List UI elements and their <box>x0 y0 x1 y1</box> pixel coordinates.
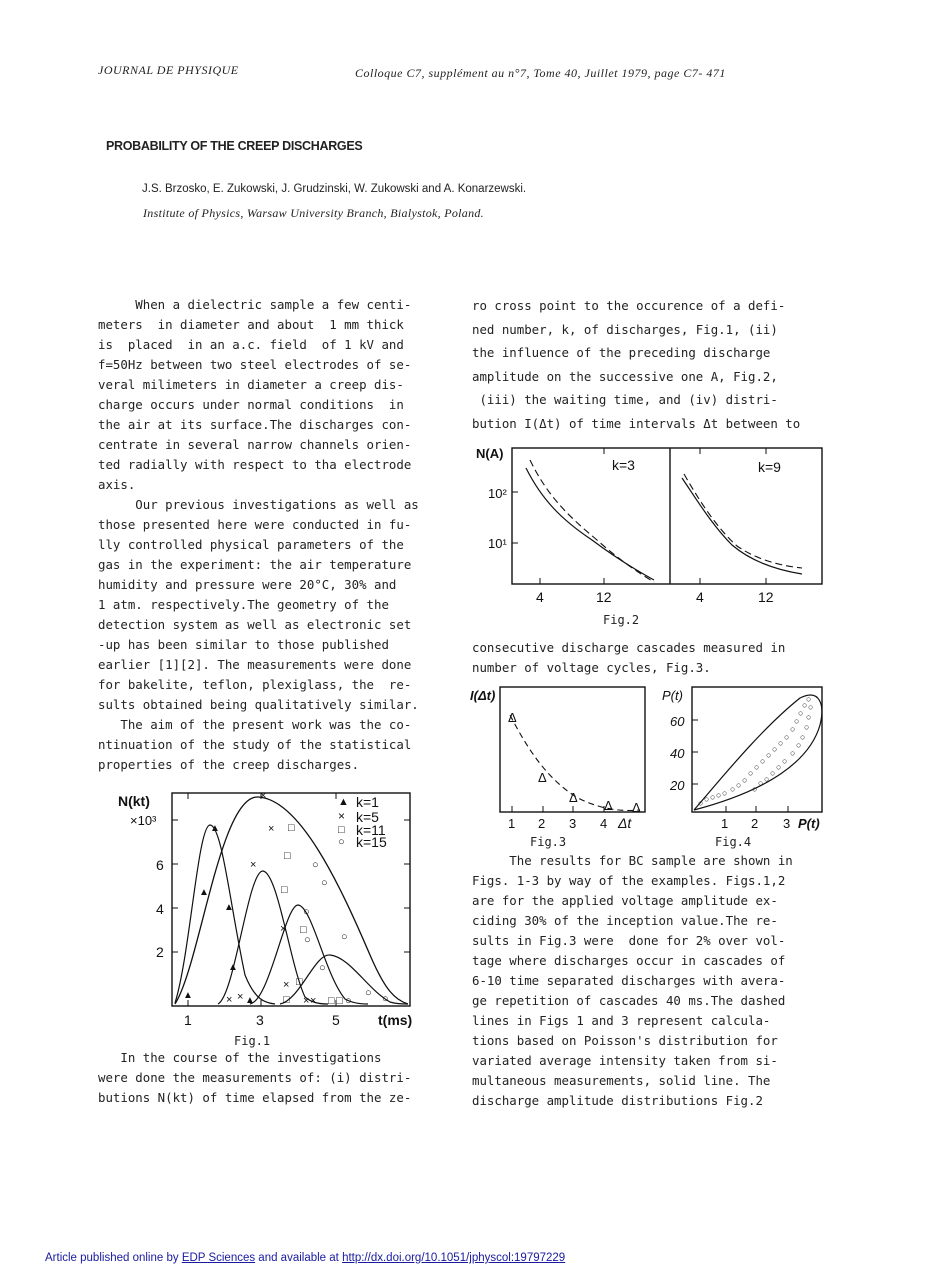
svg-text:□: □ <box>328 995 335 1007</box>
figure-2 <box>472 440 832 612</box>
fig1-curve-k5 <box>218 871 328 1004</box>
text-line: centrate in several narrow channels orien- <box>98 437 412 452</box>
text-line: tions based on Poisson's distribution for <box>472 1033 778 1048</box>
paper-title: PROBABILITY OF THE CREEP DISCHARGES <box>106 139 363 153</box>
fig4-ylabel: P(t) <box>662 688 683 703</box>
text-line: f=50Hz between two steel electrodes of se- <box>98 357 412 372</box>
svg-text:□: □ <box>281 884 288 896</box>
fig2-xtick: 4 <box>696 589 704 605</box>
svg-text:Δ: Δ <box>604 798 613 813</box>
svg-text:Δ: Δ <box>508 710 517 725</box>
svg-text:○: ○ <box>758 778 764 788</box>
left-column-text <box>98 295 419 775</box>
svg-text:k=5: k=5 <box>356 809 379 825</box>
footer-middle: and available at <box>255 1252 343 1264</box>
svg-text:○: ○ <box>321 877 328 889</box>
svg-text:○: ○ <box>802 700 808 710</box>
svg-text:○: ○ <box>784 732 790 742</box>
text-line: tage where discharges occur in cascades of <box>472 953 786 968</box>
fig3-ylabel: I(Δt) <box>470 688 496 703</box>
svg-text:○: ○ <box>338 836 345 848</box>
fig4-ytick: 20 <box>670 778 685 793</box>
figure-1 <box>100 785 420 1050</box>
right-column-mid-text <box>472 638 785 678</box>
text-line: ned number, k, of discharges, Fig.1, (ii) <box>472 321 778 337</box>
svg-text:○: ○ <box>798 708 804 718</box>
text-line: gas in the experiment: the air temperature <box>98 557 412 572</box>
fig2-dashed-k3 <box>530 460 654 582</box>
text-line: multaneous measurements, solid line. The <box>472 1073 771 1088</box>
svg-text:k=11: k=11 <box>356 822 386 838</box>
svg-text:□: □ <box>300 924 307 936</box>
text-line: sults obtained being qualitatively similar. <box>98 697 419 712</box>
fig3-xlabel: Δt <box>618 815 632 831</box>
author-list: J.S. Brzosko, E. Zukowski, J. Grudzinski, W. Zukowski and A. Konarzewski. <box>142 183 527 195</box>
text-line: the air at its surface.The discharges con- <box>98 417 412 432</box>
text-line: (iii) the waiting time, and (iv) distri- <box>472 392 778 407</box>
svg-text:×: × <box>303 995 310 1007</box>
svg-text:×: × <box>283 979 290 991</box>
text-line: Figs. 1-3 by way of the examples. Figs.1,2 <box>472 873 786 888</box>
fig1-curve-k11 <box>250 905 368 1004</box>
text-line: ted radially with respect to tha electrode <box>98 457 412 472</box>
text-line: In the course of the investigations <box>98 1050 382 1065</box>
text-line: ntinuation of the study of the statistical <box>98 737 412 752</box>
svg-text:□: □ <box>288 822 295 834</box>
svg-text:○: ○ <box>710 792 716 802</box>
fig2-caption: Fig.2 <box>603 613 640 627</box>
text-line: 6-10 time separated discharges with avera- <box>472 973 786 988</box>
fig4-markers <box>698 694 813 808</box>
svg-text:□: □ <box>283 994 290 1006</box>
svg-text:○: ○ <box>748 768 754 778</box>
fig1-ytick: 2 <box>156 944 164 960</box>
svg-text:▲: ▲ <box>338 796 349 808</box>
svg-text:▲: ▲ <box>210 823 220 834</box>
text-line: are for the applied voltage amplitude ex- <box>472 893 778 908</box>
text-line: were done the measurements of: (i) distri- <box>98 1070 412 1085</box>
fig1-xlabel: t(ms) <box>378 1012 413 1028</box>
text-line: -up has been similar to those published <box>98 637 389 652</box>
text-line: properties of the creep discharges. <box>98 757 360 772</box>
fig3-xtick: 4 <box>600 816 608 831</box>
svg-text:○: ○ <box>760 756 766 766</box>
text-line: veral milimeters in diameter a creep dis- <box>98 377 404 392</box>
svg-text:○: ○ <box>808 702 814 712</box>
svg-text:○: ○ <box>304 934 311 946</box>
svg-text:○: ○ <box>770 768 776 778</box>
fig2-solid-k9 <box>682 478 802 574</box>
fig4-xtick: 2 <box>751 816 759 831</box>
right-column-text <box>472 294 800 435</box>
fig2-xtick: 4 <box>536 589 544 605</box>
right-column-bottom-text <box>472 851 793 1111</box>
svg-text:○: ○ <box>742 775 748 785</box>
svg-text:▲: ▲ <box>228 962 238 973</box>
svg-text:○: ○ <box>722 788 728 798</box>
text-line: bution I(Δt) of time intervals Δt between to <box>472 415 801 431</box>
svg-text:▲: ▲ <box>199 887 209 898</box>
fig4-caption: Fig.4 <box>715 835 752 849</box>
fig2-xtick: 12 <box>758 589 774 605</box>
fig3-xtick: 2 <box>538 816 546 831</box>
figure-3 <box>468 680 653 832</box>
svg-text:Δ: Δ <box>569 790 578 805</box>
text-line: The aim of the present work was the co- <box>98 717 412 732</box>
svg-text:○: ○ <box>319 962 326 974</box>
svg-text:○: ○ <box>312 859 319 871</box>
fig4-ytick: 60 <box>670 714 685 729</box>
footer-notice <box>45 1252 565 1264</box>
svg-text:Δ: Δ <box>538 770 547 785</box>
fig1-ytick: 6 <box>156 857 164 873</box>
text-line: variated average intensity taken from si- <box>472 1053 778 1068</box>
text-line: ro cross point to the occurence of a defi- <box>472 298 786 313</box>
svg-text:○: ○ <box>698 798 704 808</box>
text-line: discharge amplitude distributions Fig.2 <box>472 1093 763 1108</box>
fig1-ytick: 4 <box>156 901 164 917</box>
text-line: is placed in an a.c. field of 1 kV and <box>98 337 404 352</box>
svg-text:○: ○ <box>730 784 736 794</box>
text-line: detection system as well as electronic set <box>98 617 412 632</box>
fig1-curve-k1 <box>175 825 275 1004</box>
fig4-xtick: 3 <box>783 816 791 831</box>
svg-text:□: □ <box>338 824 345 836</box>
fig4-xlabel: P(t) <box>798 816 820 831</box>
text-line: axis. <box>98 477 136 492</box>
figure-4 <box>660 680 835 832</box>
fig1-xtick: 3 <box>256 1012 264 1028</box>
text-line: amplitude on the successive one A, Fig.2, <box>472 368 778 384</box>
doi-link[interactable]: http://dx.doi.org/10.1051/jphyscol:19797229 <box>342 1252 566 1264</box>
fig2-xtick: 12 <box>596 589 612 605</box>
fig2-solid-k3 <box>526 468 654 580</box>
svg-text:k=1: k=1 <box>356 794 379 810</box>
svg-text:×: × <box>250 859 257 871</box>
fig2-ytick: 10² <box>488 486 507 501</box>
svg-text:○: ○ <box>778 738 784 748</box>
text-line: number of voltage cycles, Fig.3. <box>472 660 711 675</box>
svg-text:×: × <box>237 991 244 1003</box>
fig1-xtick: 1 <box>184 1012 192 1028</box>
svg-text:○: ○ <box>796 740 802 750</box>
svg-text:×: × <box>310 995 317 1007</box>
fig4-ytick: 40 <box>670 746 685 761</box>
svg-text:○: ○ <box>790 748 796 758</box>
text-line: the influence of the preceding discharge <box>472 345 771 360</box>
svg-text:○: ○ <box>794 716 800 726</box>
text-line: humidity and pressure were 20°C, 30% and <box>98 577 397 592</box>
svg-text:Δ: Δ <box>632 800 641 815</box>
text-line: ge repetition of cascades 40 ms.The dashed <box>472 993 786 1008</box>
fig3-markers <box>508 710 641 815</box>
text-line: When a dielectric sample a few centi- <box>98 297 412 312</box>
svg-text:○: ○ <box>764 774 770 784</box>
text-line: lly controlled physical parameters of the <box>98 537 404 552</box>
text-line: Our previous investigations as well as <box>98 497 419 512</box>
text-line: The results for BC sample are shown in <box>472 853 793 868</box>
svg-text:○: ○ <box>754 762 760 772</box>
svg-text:○: ○ <box>303 906 310 918</box>
svg-text:○: ○ <box>772 744 778 754</box>
svg-text:○: ○ <box>752 784 758 794</box>
text-line: sults in Fig.3 were done for 2% over vol- <box>472 933 786 948</box>
svg-text:○: ○ <box>704 794 710 804</box>
svg-text:×: × <box>268 823 275 835</box>
issue-info: Colloque C7, supplément au n°7, Tome 40, Juillet 1979, page C7- 471 <box>355 66 726 80</box>
affiliation: Institute of Physics, Warsaw University Branch, Bialystok, Poland. <box>143 206 484 220</box>
fig1-caption: Fig.1 <box>234 1034 271 1048</box>
text-line: for bakelite, teflon, plexiglass, the re- <box>98 677 412 692</box>
svg-text:○: ○ <box>806 694 812 704</box>
text-line: butions N(kt) of time elapsed from the ze- <box>98 1090 412 1105</box>
svg-text:○: ○ <box>790 724 796 734</box>
svg-text:○: ○ <box>766 750 772 760</box>
text-line: meters in diameter and about 1 mm thick <box>98 317 404 332</box>
text-line: those presented here were conducted in fu- <box>98 517 412 532</box>
svg-text:×: × <box>280 923 287 935</box>
svg-text:□: □ <box>296 976 303 988</box>
fig3-xtick: 3 <box>569 816 577 831</box>
text-line: earlier [1][2]. The measurements were done <box>98 657 412 672</box>
fig1-xtick: 5 <box>332 1012 340 1028</box>
publisher-link[interactable]: EDP Sciences <box>181 1252 256 1264</box>
svg-text:○: ○ <box>776 762 782 772</box>
fig2-dashed-k9 <box>684 474 802 568</box>
svg-text:○: ○ <box>736 780 742 790</box>
svg-text:○: ○ <box>365 987 372 999</box>
svg-text:○: ○ <box>800 732 806 742</box>
svg-text:○: ○ <box>782 756 788 766</box>
text-line: lines in Figs 1 and 3 represent calcula- <box>472 1013 771 1028</box>
svg-text:○: ○ <box>716 790 722 800</box>
svg-text:k=15: k=15 <box>356 834 387 850</box>
fig4-xtick: 1 <box>721 816 729 831</box>
svg-text:○: ○ <box>382 993 389 1005</box>
svg-text:○: ○ <box>345 995 352 1007</box>
left-column-continued <box>98 1048 411 1108</box>
fig1-yunit: ×10³ <box>130 813 157 828</box>
footer-prefix: Article published online by <box>45 1252 182 1264</box>
fig2-panel-label: k=9 <box>758 459 781 475</box>
fig1-ylabel: N(kt) <box>118 793 150 809</box>
svg-text:×: × <box>260 790 267 802</box>
fig3-caption: Fig.3 <box>530 835 567 849</box>
svg-text:▲: ▲ <box>245 995 255 1006</box>
svg-text:□: □ <box>336 995 343 1007</box>
svg-text:×: × <box>338 809 346 823</box>
fig1-legend <box>338 794 387 850</box>
journal-name: JOURNAL DE PHYSIQUE <box>98 63 239 77</box>
svg-text:▲: ▲ <box>224 902 234 913</box>
fig2-ytick: 10¹ <box>488 536 507 551</box>
svg-text:□: □ <box>284 850 291 862</box>
text-line: consecutive discharge cascades measured in <box>472 640 786 655</box>
fig2-ylabel: N(A) <box>476 446 504 461</box>
text-line: ciding 30% of the inception value.The re- <box>472 913 778 928</box>
fig2-panel-label: k=3 <box>612 457 635 473</box>
svg-text:○: ○ <box>804 722 810 732</box>
svg-text:○: ○ <box>806 712 812 722</box>
text-line: 1 atm. respectively.The geometry of the <box>98 597 389 612</box>
svg-text:▲: ▲ <box>183 990 193 1001</box>
fig3-xtick: 1 <box>508 816 516 831</box>
svg-text:×: × <box>226 994 233 1006</box>
text-line: charge occurs under normal conditions in <box>98 397 404 412</box>
svg-text:○: ○ <box>341 931 348 943</box>
